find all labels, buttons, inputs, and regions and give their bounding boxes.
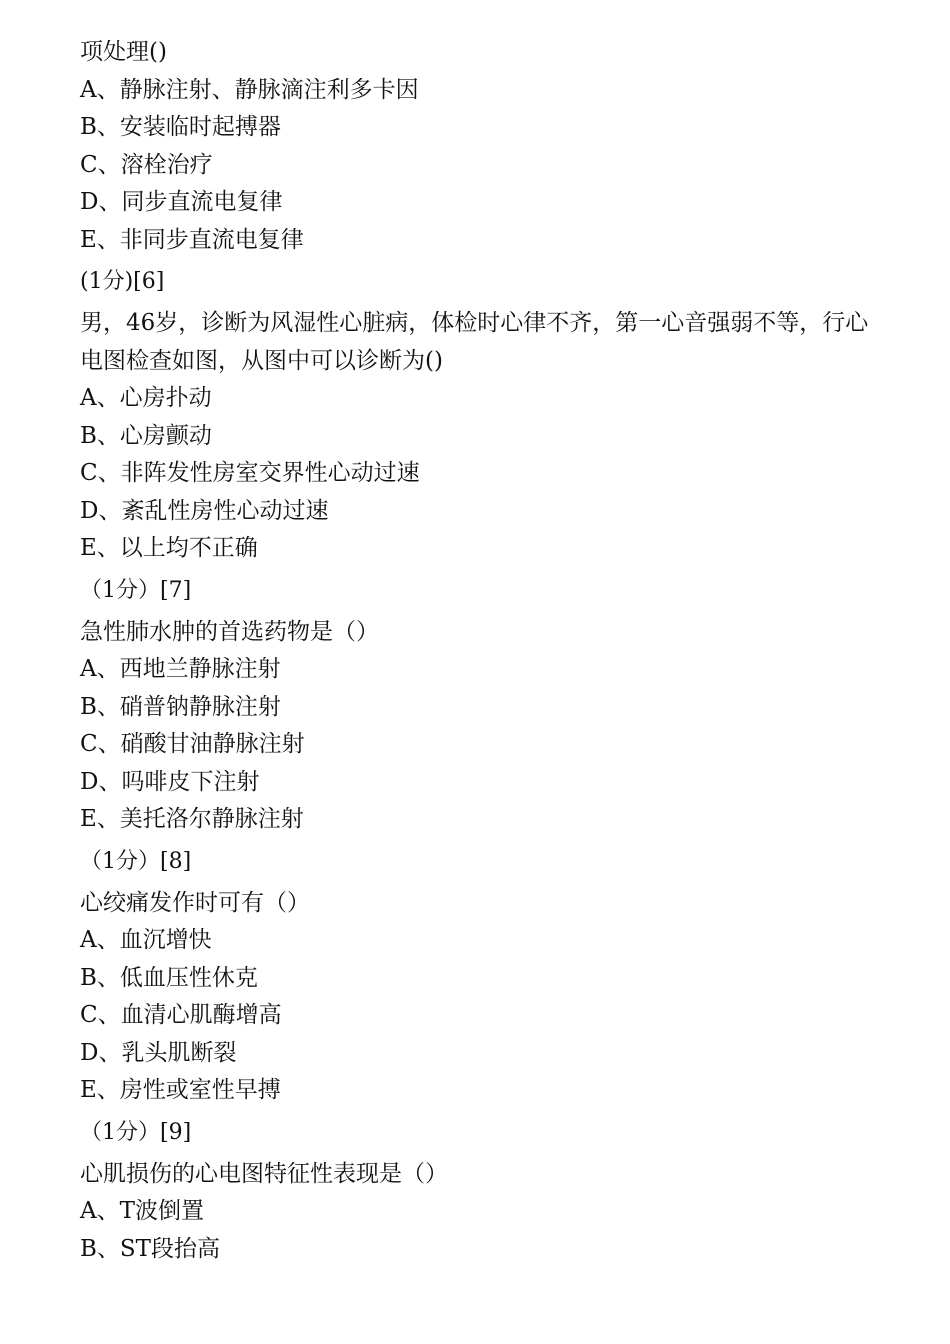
option-a: A、心房扑动 — [80, 385, 212, 411]
option-c: C、溶栓治疗 — [80, 151, 213, 178]
option-c: C、非阵发性房室交界性心动过速 — [80, 460, 420, 486]
question-block — [80, 305, 870, 612]
question-block — [80, 34, 870, 303]
option-c: C、血清心肌酶增高 — [80, 1002, 282, 1028]
question-block — [80, 1156, 870, 1269]
option-a: A、血沉增快 — [80, 927, 212, 953]
option-b: B、硝普钠静脉注射 — [80, 693, 281, 720]
question-text: 项处理() — [80, 39, 167, 65]
score-label: （1分）[8] — [80, 848, 192, 874]
question-text: 心绞痛发作时可有（） — [80, 889, 310, 916]
option-e: E、美托洛尔静脉注射 — [80, 806, 304, 832]
option-d: D、同步直流电复律 — [80, 189, 283, 215]
option-b: B、低血压性休克 — [80, 964, 258, 991]
score-label: （1分）[9] — [80, 1119, 192, 1145]
question-block — [80, 614, 870, 883]
option-a: A、静脉注射、静脉滴注利多卡因 — [80, 76, 419, 103]
option-d: D、紊乱性房性心动过速 — [80, 497, 329, 524]
option-a: A、T波倒置 — [80, 1198, 204, 1224]
option-e: E、非同步直流电复律 — [80, 226, 304, 253]
score-label: （1分）[7] — [80, 577, 192, 603]
question-block — [80, 885, 870, 1154]
question-text: 心肌损伤的心电图特征性表现是（） — [80, 1160, 448, 1187]
option-d: D、乳头肌断裂 — [80, 1039, 237, 1066]
option-e: E、以上均不正确 — [80, 535, 258, 561]
option-e: E、房性或室性早搏 — [80, 1077, 281, 1103]
option-a: A、西地兰静脉注射 — [80, 656, 281, 682]
score-label: (1分)[6] — [80, 269, 165, 294]
option-c: C、硝酸甘油静脉注射 — [80, 731, 305, 757]
option-b: B、安装临时起搏器 — [80, 114, 281, 140]
option-b: B、ST段抬高 — [80, 1235, 220, 1262]
option-b: B、心房颤动 — [80, 422, 212, 449]
question-text: 男，46岁，诊断为风湿性心脏病，体检时心律不齐，第一心音强弱不等，行心电图检查如图，从图中可以诊断为() — [80, 310, 869, 374]
question-text: 急性肺水肿的首选药物是（） — [80, 618, 379, 645]
document-page — [80, 34, 870, 1268]
option-d: D、吗啡皮下注射 — [80, 768, 260, 795]
